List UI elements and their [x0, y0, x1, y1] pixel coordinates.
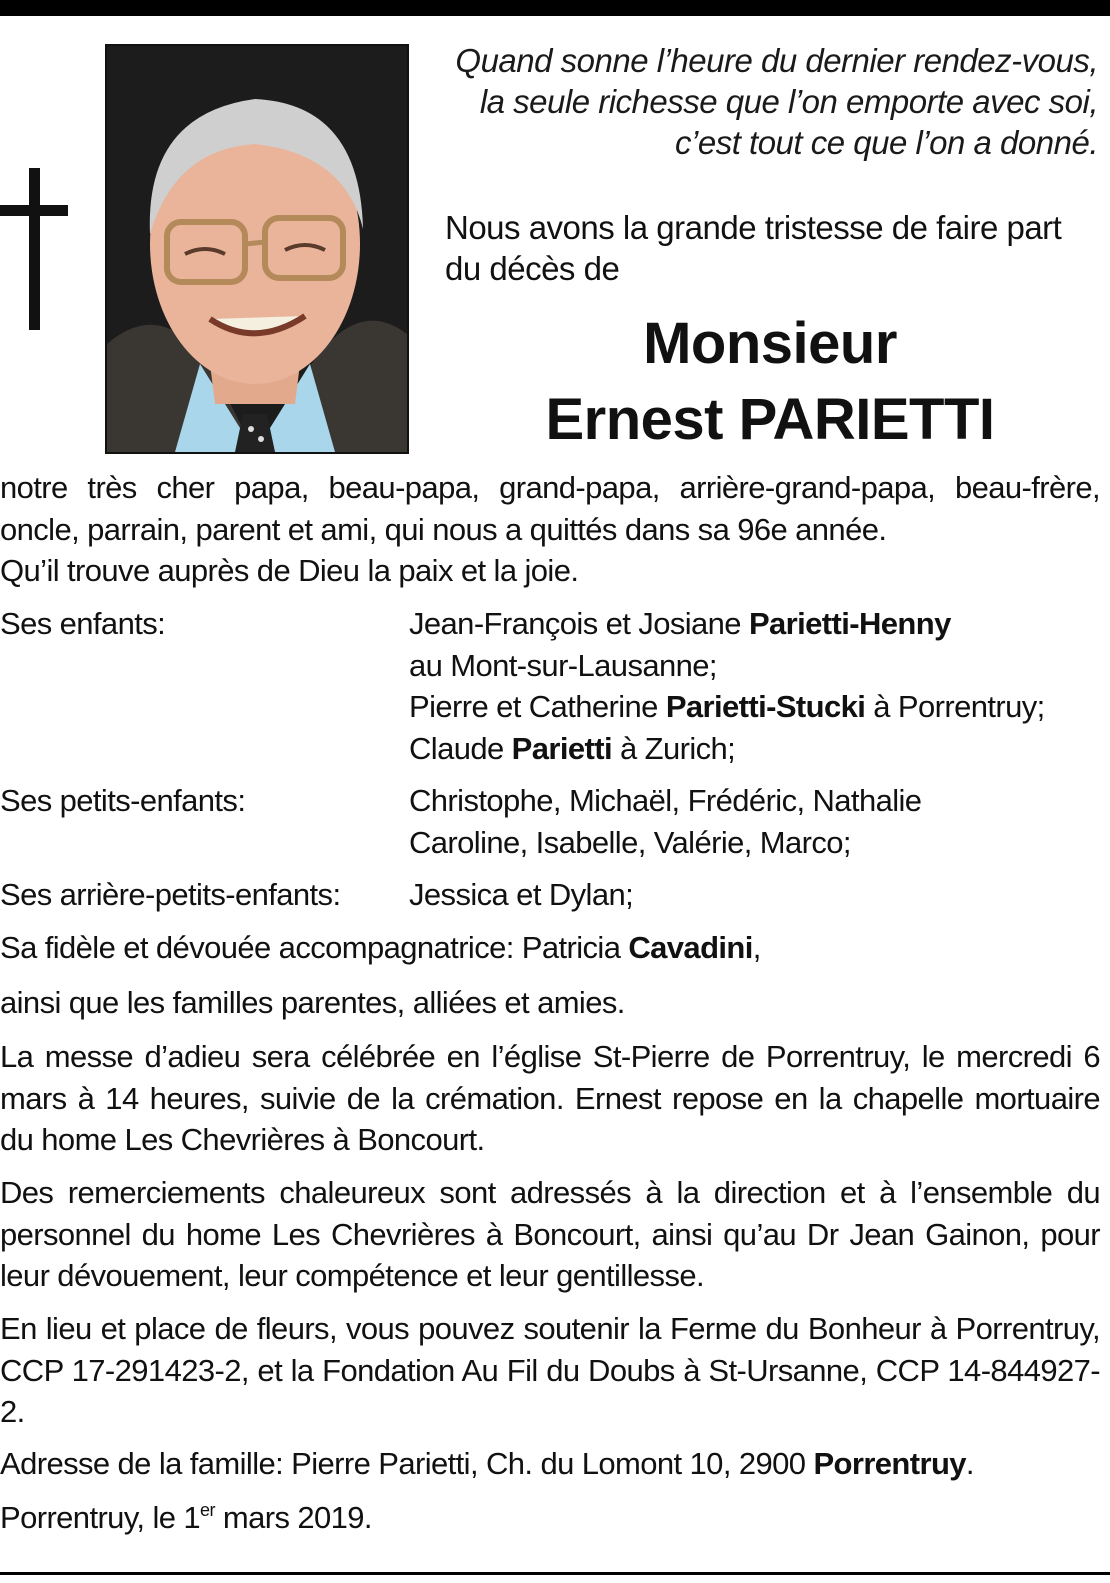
description-paragraph: notre très cher papa, beau-papa, grand-papa, arrière-grand-papa, beau-frère, oncle, parrain, parent et ami, qui nous a quittés dans sa 96e année. [0, 470, 1100, 547]
grandchildren-list [409, 780, 1109, 863]
bottom-rule [0, 1572, 1110, 1575]
prayer-line: Qu’il trouve auprès de Dieu la paix et la joie. [0, 553, 579, 588]
child-surname: Parietti-Henny [748, 606, 951, 641]
other-relatives-line: ainsi que les familles parentes, alliées et amies. [0, 985, 625, 1020]
companion-line: Sa fidèle et dévouée accompagnatrice: Patricia Cavadini, [0, 930, 761, 965]
family-address: Adresse de la famille: Pierre Parietti, Ch. du Lomont 10, 2900 Porrentruy. [0, 1446, 974, 1481]
grandchildren-label: Ses petits-enfants: [0, 783, 246, 818]
child-entry: Pierre et Catherine Parietti-Stucki à Porrentruy; [409, 689, 1045, 724]
child-entry: Claude Parietti à Zurich; [409, 730, 736, 766]
child-place: au Mont-sur-Lausanne; [409, 647, 717, 683]
announcement-intro [445, 207, 1098, 289]
thanks-paragraph: Des remerciements chaleureux sont adressés à la direction et à l’ensemble du personnel du home Les Chevrières à Boncourt, ainsi qu’au Dr Jean Gainon, pour leur dévouement, leur compétence et leur gentillesse. [0, 1175, 1100, 1293]
child-surname: Parietti [511, 730, 612, 766]
deceased-title: Monsieur [643, 311, 897, 376]
children-list [409, 603, 1109, 769]
intro-line: du décès de [445, 250, 620, 287]
deceased-name: Ernest PARIETTI [545, 387, 995, 452]
quote-line: Quand sonne l’heure du dernier rendez-vous, [455, 42, 1098, 79]
child-surname: Parietti-Stucki [665, 689, 866, 724]
top-rule [0, 0, 1110, 16]
donations-paragraph: En lieu et place de fleurs, vous pouvez soutenir la Ferme du Bonheur à Porrentruy, CCP 17-291423-2, et la Fondation Au Fil du Doubs à St-Ursanne, CCP 14-844927-2. [0, 1311, 1100, 1429]
deceased-name-block [440, 306, 1100, 458]
greatgrandchildren-label: Ses arrière-petits-enfants: [0, 877, 341, 912]
grandchildren-line: Caroline, Isabelle, Valérie, Marco; [409, 824, 851, 860]
address-city: Porrentruy [813, 1446, 966, 1481]
companion-surname: Cavadini [628, 930, 753, 965]
intro-line: Nous avons la grande tristesse de faire part [445, 209, 1062, 246]
quote-line: c’est tout ce que l’on a donné. [675, 124, 1098, 161]
quote-line: la seule richesse que l’on emporte avec soi, [479, 83, 1098, 120]
child-entry: Jean-François et Josiane Parietti-Henny [409, 606, 951, 641]
portrait-photo [105, 44, 409, 454]
grandchildren-line: Christophe, Michaël, Frédéric, Nathalie [409, 783, 922, 818]
greatgrandchildren-list: Jessica et Dylan; [409, 877, 634, 912]
dateline: Porrentruy, le 1er mars 2019. [0, 1500, 372, 1535]
ceremony-paragraph: La messe d’adieu sera célébrée en l’église St-Pierre de Porrentruy, le mercredi 6 mars à 14 heures, suivie de la crémation. Ernest repose en la chapelle mortuaire du home Les Chevrières à Boncourt. [0, 1039, 1100, 1157]
children-label: Ses enfants: [0, 606, 166, 641]
epitaph-quote [430, 40, 1098, 163]
